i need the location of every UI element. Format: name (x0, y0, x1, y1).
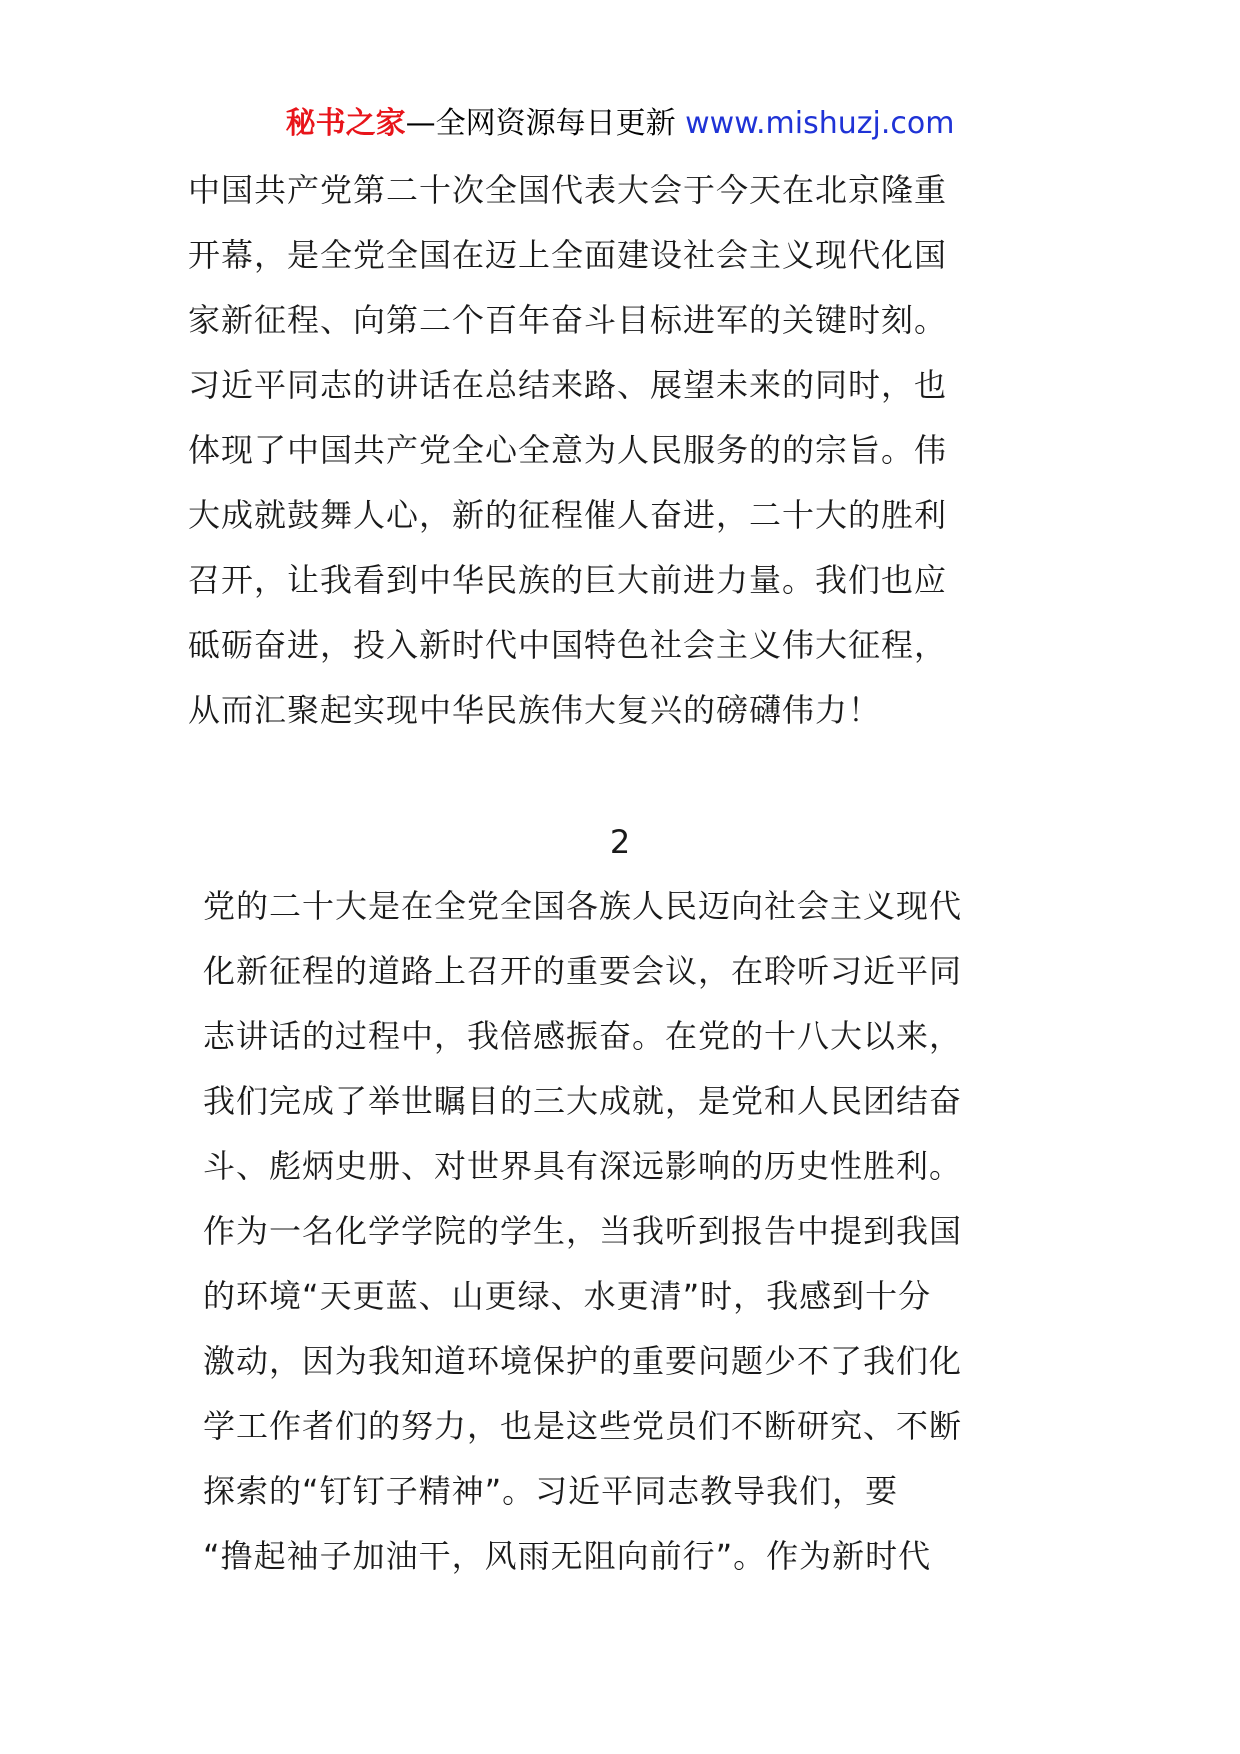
text-line: 体现了中国共产党全心全意为人民服务的的宗旨。伟 (188, 431, 948, 469)
text-line: 激动，因为我知道环境保护的重要问题少不了我们化 (203, 1342, 963, 1380)
section-number: 2 (609, 823, 631, 861)
text-line: 习近平同志的讲话在总结来路、展望未来的同时，也 (188, 366, 948, 404)
text-line: 作为一名化学学院的学生，当我听到报告中提到我国 (203, 1212, 963, 1250)
text-line: 我们完成了举世瞩目的三大成就，是党和人民团结奋 (203, 1082, 963, 1120)
text-line: 砥砺奋进，投入新时代中国特色社会主义伟大征程， (188, 626, 948, 664)
text-line: 从而汇聚起实现中华民族伟大复兴的磅礴伟力！ (188, 691, 882, 729)
text-line: 召开，让我看到中华民族的巨大前进力量。我们也应 (188, 561, 948, 599)
paragraph-section-1 (188, 158, 1068, 743)
text-line: 家新征程、向第二个百年奋斗目标进军的关键时刻。 (188, 301, 948, 339)
text-line: 开幕，是全党全国在迈上全面建设社会主义现代化国 (188, 236, 948, 274)
text-line: 斗、彪炳史册、对世界具有深远影响的历史性胜利。 (203, 1147, 963, 1185)
text-line: 化新征程的道路上召开的重要会议，在聆听习近平同 (203, 952, 963, 990)
text-line: 探索的“钉钉子精神”。习近平同志教导我们，要 (203, 1472, 899, 1510)
text-line: “撸起袖子加油干，风雨无阻向前行”。作为新时代 (203, 1537, 932, 1575)
text-line: 党的二十大是在全党全国各族人民迈向社会主义现代 (203, 887, 963, 925)
text-line: 志讲话的过程中，我倍感振奋。在党的十八大以来， (203, 1017, 963, 1055)
text-line: 大成就鼓舞人心，新的征程催人奋进，二十大的胜利 (188, 496, 948, 534)
site-slogan: —全网资源每日更新 (405, 106, 686, 141)
paragraph-section-2 (203, 874, 1063, 1589)
text-line: 学工作者们的努力，也是这些党员们不断研究、不断 (203, 1407, 963, 1445)
site-brand: 秘书之家 (285, 106, 406, 141)
text-line: 的环境“天更蓝、山更绿、水更清”时，我感到十分 (203, 1277, 932, 1315)
site-header (0, 100, 1240, 148)
site-url-link[interactable]: www.mishuzj.com (685, 106, 955, 141)
text-line: 中国共产党第二十次全国代表大会于今天在北京隆重 (188, 171, 948, 209)
